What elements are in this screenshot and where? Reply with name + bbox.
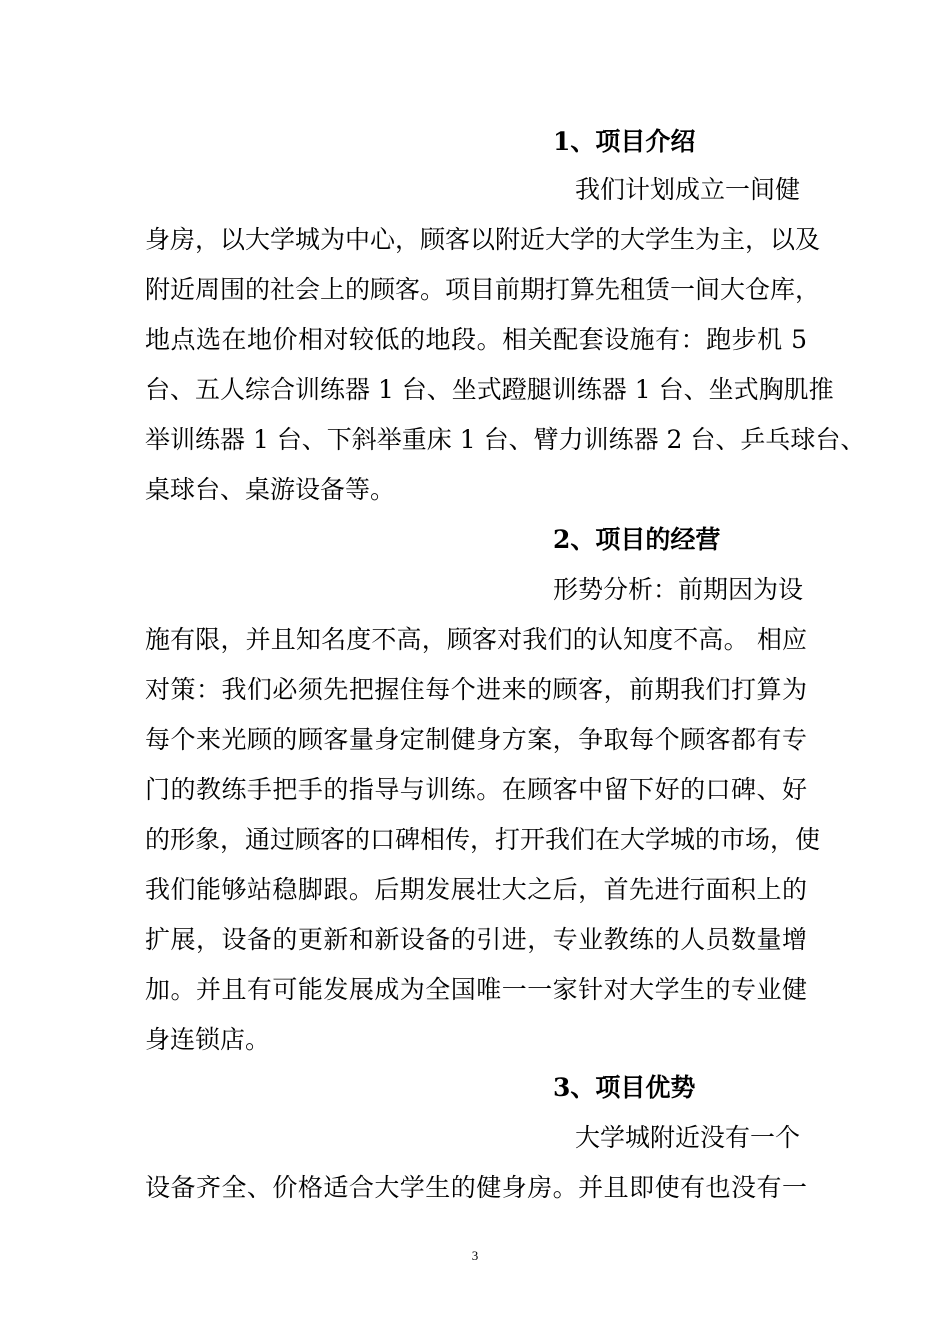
section-2-heading: 2、项目的经营 — [553, 525, 721, 554]
paragraph-line: 设备齐全、价格适合大学生的健身房。并且即使有也没有一 — [145, 1173, 807, 1202]
paragraph-line: 桌球台、桌游设备等。 — [145, 475, 396, 504]
paragraph-line: 大学城附近没有一个 — [575, 1123, 801, 1152]
paragraph-line: 附近周围的社会上的顾客。项目前期打算先租赁一间大仓库， — [145, 275, 821, 304]
section-1-heading: 1、项目介绍 — [553, 127, 696, 156]
section-3-heading: 3、项目优势 — [553, 1073, 696, 1102]
paragraph-line: 形势分析：前期因为设 — [553, 575, 804, 604]
paragraph-line: 加。并且有可能发展成为全国唯一一家针对大学生的专业健 — [145, 975, 807, 1004]
paragraph-line: 地点选在地价相对较低的地段。相关配套设施有：跑步机 5 — [145, 325, 807, 354]
paragraph-line: 对策：我们必须先把握住每个进来的顾客，前期我们打算为 — [145, 675, 807, 704]
paragraph-line: 施有限，并且知名度不高，顾客对我们的认知度不高。 相应 — [145, 625, 807, 654]
paragraph-line: 每个来光顾的顾客量身定制健身方案，争取每个顾客都有专 — [145, 725, 807, 754]
paragraph-line: 门的教练手把手的指导与训练。在顾客中留下好的口碑、好 — [145, 775, 807, 804]
paragraph-line: 身房，以大学城为中心，顾客以附近大学的大学生为主，以及 — [145, 225, 821, 254]
paragraph-line: 我们能够站稳脚跟。后期发展壮大之后，首先进行面积上的 — [145, 875, 807, 904]
paragraph-line: 的形象，通过顾客的口碑相传，打开我们在大学城的市场，使 — [145, 825, 821, 854]
paragraph-line: 举训练器 1 台、下斜举重床 1 台、臂力训练器 2 台、乒乓球台、 — [145, 425, 866, 454]
paragraph-line: 台、五人综合训练器 1 台、坐式蹬腿训练器 1 台、坐式胸肌推 — [145, 375, 834, 404]
paragraph-line: 我们计划成立一间健 — [575, 175, 801, 204]
page-number: 3 — [471, 1248, 479, 1263]
paragraph-line: 身连锁店。 — [145, 1025, 271, 1054]
paragraph-line: 扩展，设备的更新和新设备的引进，专业教练的人员数量增 — [145, 925, 807, 954]
